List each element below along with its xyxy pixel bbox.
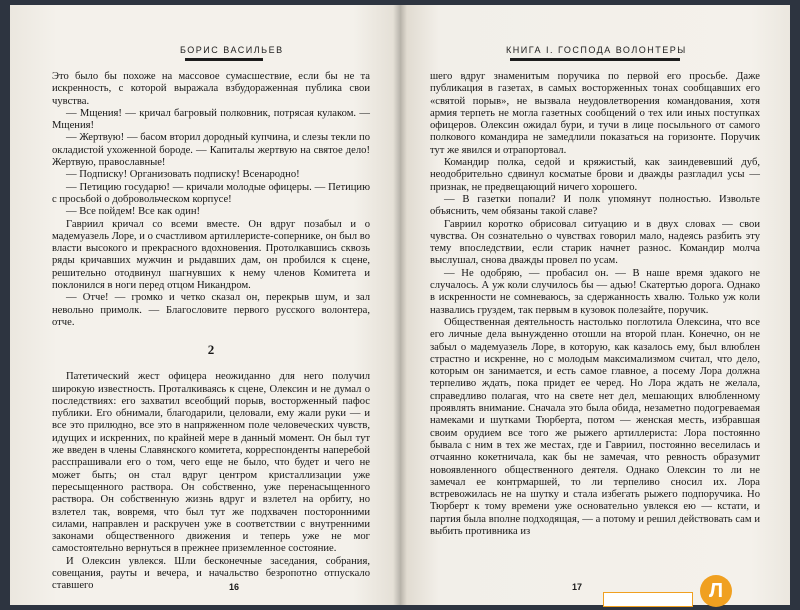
page-number-right: 17: [572, 582, 583, 592]
watermark-logo-icon: Л: [700, 575, 732, 607]
paragraph: — Мщения! — кричал багровый полковник, потрясая кулаком. — Мщения!: [52, 107, 370, 132]
paragraph: Гавриил коротко обрисовал ситуацию и в двух словах — свои чувства. Он сознательно о чувствах говорил мало, надеясь разбить эту тему впоследствии, если старик начнет разнос. Командир молча выслушал, снова дважды провел по усам.: [430, 218, 760, 267]
right-page: [400, 5, 790, 605]
paragraph: — Жертвую! — басом вторил дородный купчина, и слезы текли по окладистой ухоженной бороде. — Капиталы жертвую на святое дело! Жертвую, православные!: [52, 132, 370, 169]
paragraph: — Подписку! Организовать подписку! Всенародно!: [66, 169, 300, 181]
paragraph: Общественная деятельность настолько поглотила Олексина, что все его личные дела вынужденно отошли на второй план. Конечно, он не забыл о мадемуазель Лоре, в которую, как казалось ему, был влюблен страстно и искренне, но с молодым максимализмом считал, что дело, которым он занимается, и есть самое главное, а посему Лора должна терпеливо ждать, пока придет ее черед. Но Лора ждать не желала, справедливо полагая, что на свете нет дел, мешающих влюбленному проявлять внимание. Сначала это была обида, незаметно подогреваемая намеками и шутками Тюрберта, потом — женская месть, избравшая своим орудием все того же рыжего артиллериста: Лора постоянно бывала с ним в тех же местах, где и Гавриил, постоянно веселилась и отчаянно кокетничала, как бы не замечая, что ревность образумит новоявленного общественного деятеля. Однако Олексин то ли не замечал ее контрмаршей, то ли терпеливо сносил их. Лора встревожилась не на шутку и стала избегать рыжего подпоручика. Но Тюрберт к тому времени уже основательно увлекся ею — кстати, и партия была вполне подходящая, — а потому и решил действовать сам и выбить противника из: [430, 316, 760, 537]
paragraph: — Петицию государю! — кричали молодые офицеры. — Петицию с просьбой о добровольческом корпусе!: [52, 181, 370, 205]
paragraph: — Отче! — громко и четко сказал он, перекрыв шум, и зал невольно примолк. — Благословите первого русского волонтера, отче.: [52, 292, 370, 328]
book-spread: [10, 5, 790, 605]
paragraph: Командир полка, седой и кряжистый, как заиндевевший дуб, неодобрительно сдвинул косматые брови и дважды разгладил усы — признак, не предвещающий ничего хорошего.: [430, 157, 760, 193]
running-head-right: КНИГА I. ГОСПОДА ВОЛОНТЕРЫ: [506, 45, 687, 55]
header-rule-right: [510, 58, 680, 61]
paragraph: Это было бы похоже на массовое сумасшествие, если бы не та искренность, с которой выражала взбудораженная публика свои чувства.: [52, 71, 370, 107]
paragraph: Патетический жест офицера неожиданно для него получил широкую известность. Проталкиваясь к сцене, Олексин и не думал о последствиях: его захватил всеобщий порыв, восторженный пафос публики. Его обнимали, благодарили, целовали, ему жали руки — и все это прилюдно, все это в напряженном поле человеческих чувств, идущих и искренних, по крайней мере в данный момент. Он был тут же введен в члены Славянского комитета, корреспонденты наперебой расспрашивали его о том, чего еще не было, что будет и чего не может быть; он стал вдруг центром кристаллизации уже пересыщенного раствора. Он собственно, уже перенасыщенного раствора. Он собственную жизнь вдруг и взлетел на орбиту, но взлетел так, вовремя, что был тут же подхвачен посторонними силами, направлен и раскручен уже в соответствии с внутренними законами общественного движения и теперь уже не мог самостоятельно вернуться в прежнее приземленное состояние.: [52, 371, 370, 555]
right-page-text: [430, 71, 760, 538]
paragraph: шего вдруг знаменитым поручика по первой его просьбе. Даже публикация в газетах, в самых восторженных тонах сообщавших его «святой порыв», не вызвала неудовлетворения командования, хотя армия терпеть не могла газетных сообщений о тех или иных поступках офицеров. Олексин ожидал бури, и тучи в лице посыльного от самого полкового командира не замедлили показаться на горизонте. Поручик тут же явился и отрапортовал.: [430, 71, 760, 156]
paragraph: И Олексин увлекся. Шли бесконечные заседания, собрания, совещания, рауты и вечера, и начальство безропотно отпускало ставшего: [52, 555, 370, 592]
book-gutter: [393, 5, 407, 605]
paragraph: — Все пойдем! Все как один!: [66, 206, 201, 218]
page-number-left: 16: [229, 582, 240, 592]
paragraph: — Не одобряю, — пробасил он. — В наше время эдакого не случалось. А уж коли случилось бы — адью! Скатертью дорога. Однако в искренности не сомневаюсь, за сдержанность хвалю. Только уж коли назвались груздем, так первым в кузовок полезайте, поручик.: [430, 267, 760, 316]
paragraph: — В газетки попали? И полк упомянут полностью. Извольте объяснить, чем обязаны такой славе?: [430, 193, 760, 218]
watermark-banner: [603, 592, 693, 607]
left-page: [10, 5, 400, 605]
chapter-number: 2: [207, 342, 215, 358]
left-page-text: [52, 71, 370, 593]
paragraph: Гавриил кричал со всеми вместе. Он вдруг позабыл и о мадемуазель Лоре, и о счастливом артиллеристе-сопернике, он был во власти высокого и прекрасного вдохновения. Протолкавшись сквозь ряды кричавших мужчин и рыдавших дам, он пробился к сцене, решительно отодвинул шагнувших к нему членов Комитета и поклонился в ноги перед отцом Никандром.: [52, 218, 370, 292]
header-rule-left: [185, 58, 263, 61]
running-head-left: БОРИС ВАСИЛЬЕВ: [180, 45, 284, 55]
